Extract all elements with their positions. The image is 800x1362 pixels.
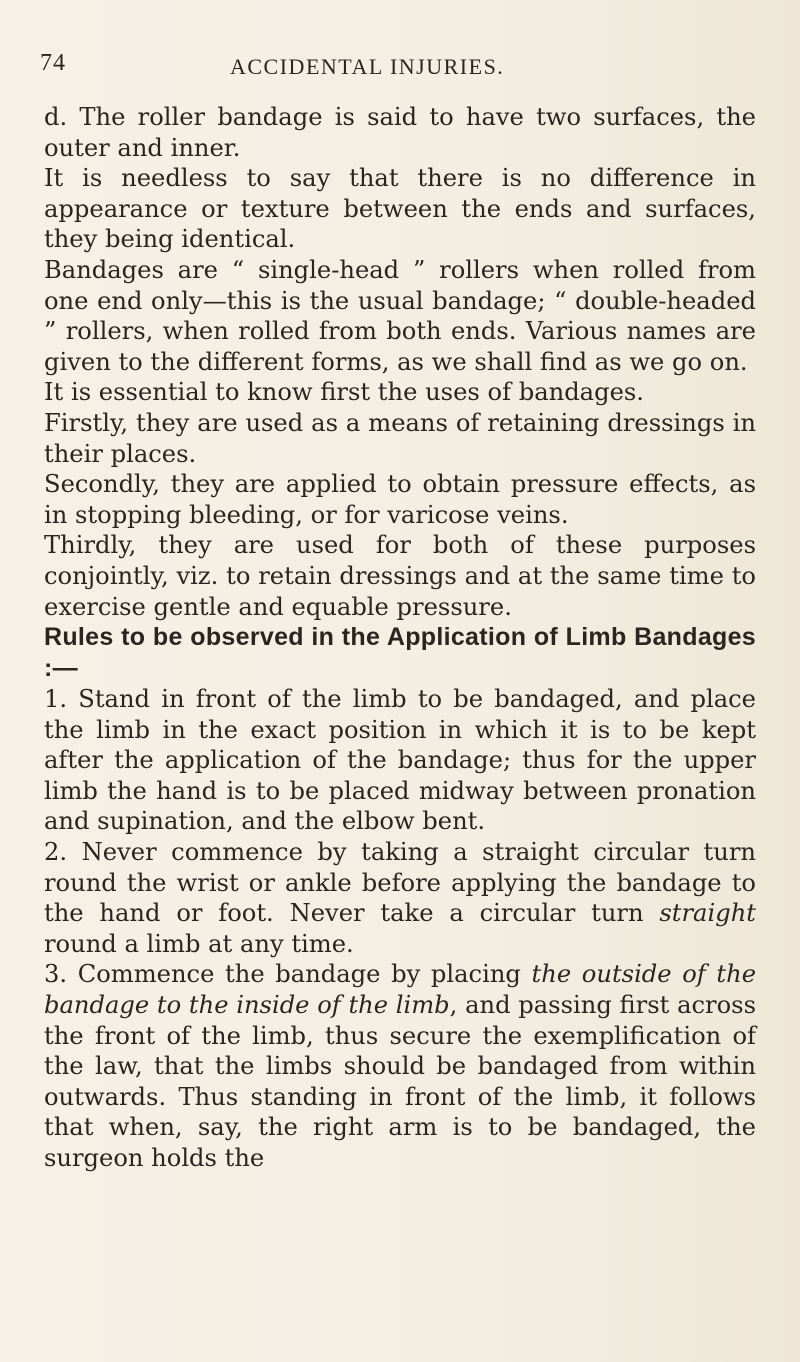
page-number: 74: [40, 50, 66, 76]
page-body: [44, 102, 756, 1174]
rule-3-text-a: 3. Commence the bandage by placing: [44, 960, 532, 989]
paragraph-single-double-head: Bandages are “ single-head ” rollers when rolled from one end only—this is the usual bandage; “ double-headed ” rollers, when rolled from both ends. Various names are given to the different forms, as we shall find as we go on.: [44, 255, 756, 376]
rule-2: [44, 837, 756, 959]
paragraph-no-difference: It is needless to say that there is no difference in appearance or texture between the ends and surfaces, they being identical.: [44, 164, 756, 254]
rule-2-text-b: round a limb at any time.: [44, 929, 354, 958]
paragraph-thirdly: Thirdly, they are used for both of these purposes conjointly, viz. to retain dressings and at the same time to exercise gentle and equable pressure.: [44, 531, 756, 621]
rule-2-italic: straight: [659, 899, 756, 928]
rule-2-text-a: 2. Never commence by taking a straight circular turn round the wrist or ankle before applying the bandage to the hand or foot. Never take a circular turn: [44, 838, 756, 928]
paragraph-uses-intro: It is essential to know first the uses of bandages.: [44, 378, 644, 407]
paragraph-secondly: Secondly, they are applied to obtain pressure effects, as in stopping bleeding, or for varicose veins.: [44, 470, 756, 529]
rule-3: [44, 959, 756, 1173]
paragraph-roller-surfaces: d. The roller bandage is said to have two surfaces, the outer and inner.: [44, 103, 756, 162]
rule-1: 1. Stand in front of the limb to be bandaged, and place the limb in the exact position in which it is to be kept after the application of the bandage; thus for the upper limb the hand is to be placed midway between pronation and supination, and the elbow bent.: [44, 685, 756, 836]
paragraph-firstly: Firstly, they are used as a means of retaining dressings in their places.: [44, 408, 756, 468]
page-header: [40, 46, 760, 86]
running-head: ACCIDENTAL INJURIES.: [230, 54, 505, 79]
rules-heading: Rules to be observed in the Application of Limb Bandages :—: [44, 623, 756, 683]
rule-3-italic: the outside of the bandage to the inside of the limb: [44, 960, 757, 1020]
rule-3-text-b: , and passing first across the front of the limb, thus secure the exemplification of the law, that the limbs should be bandaged from within outwards. Thus standing in front of the limb, it follows that when, say, the right arm is to be bandaged, the surgeon holds the: [44, 991, 756, 1172]
